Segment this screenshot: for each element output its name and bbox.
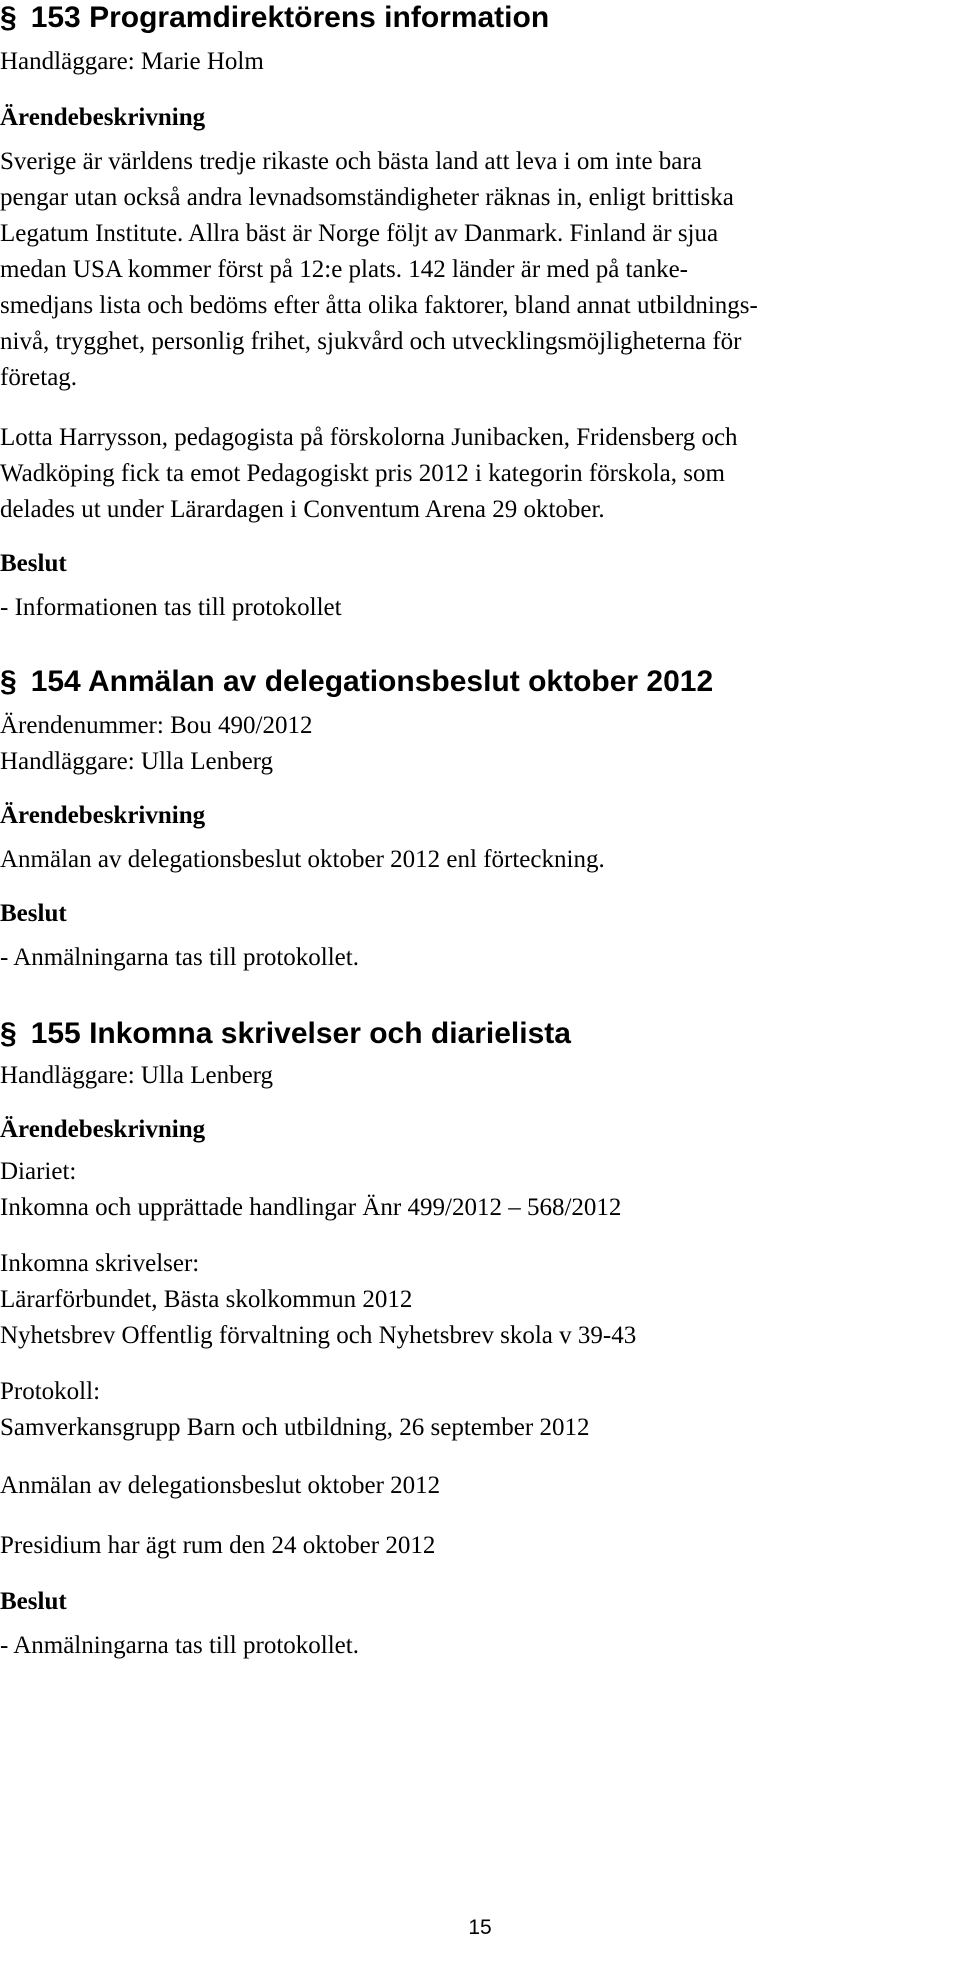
section-symbol: §: [0, 1, 17, 34]
section-155-heading: [0, 1016, 952, 1052]
section-155-title: 155 Inkomna skrivelser och diarielista: [30, 1017, 571, 1050]
s154-arendebeskrivning-text: Anmälan av delegationsbeslut oktober 2012 enl förteckning.: [0, 846, 605, 873]
section-153-title: 153 Programdirektörens information: [30, 1, 550, 34]
paragraph-line: medan USA kommer först på 12:e plats. 142 länder är med på tanke-: [0, 256, 689, 283]
s155-diariet-label: Diariet:: [0, 1158, 77, 1185]
section-153-heading: [0, 0, 952, 36]
s153-paragraph-2: [0, 420, 952, 528]
s155-beslut-label: Beslut: [0, 1588, 67, 1615]
paragraph-line: delades ut under Lärardagen i Conventum Arena 29 oktober.: [0, 496, 605, 523]
paragraph-line: Wadköping fick ta emot Pedagogiskt pris 2012 i kategorin förskola, som: [0, 460, 725, 487]
section-symbol: §: [0, 665, 17, 698]
paragraph-line: Sverige är världens tredje rikaste och bästa land att leva i om inte bara: [0, 148, 702, 175]
s153-arendebeskrivning-label: Ärendebeskrivning: [0, 104, 206, 131]
s155-presidium-text: Presidium har ägt rum den 24 oktober 2012: [0, 1532, 436, 1559]
s155-skrivelser-label: Inkomna skrivelser:: [0, 1250, 200, 1277]
s153-beslut-label: Beslut: [0, 550, 67, 577]
s155-delegation-text: Anmälan av delegationsbeslut oktober 2012: [0, 1472, 441, 1499]
page-number: 15: [468, 1916, 492, 1939]
section-symbol: §: [0, 1017, 17, 1050]
s155-handlaggare: Handläggare: Ulla Lenberg: [0, 1062, 274, 1089]
s154-handlaggare: Handläggare: Ulla Lenberg: [0, 748, 274, 775]
s155-protokoll-label: Protokoll:: [0, 1378, 101, 1405]
paragraph-line: företag.: [0, 364, 78, 391]
s154-arendenummer: Ärendenummer: Bou 490/2012: [0, 712, 313, 739]
section-154-heading: [0, 664, 952, 700]
section-154-title: 154 Anmälan av delegationsbeslut oktober 2012: [30, 665, 714, 698]
paragraph-line: Legatum Institute. Allra bäst är Norge följt av Danmark. Finland är sjua: [0, 220, 719, 247]
s154-beslut-text: - Anmälningarna tas till protokollet.: [0, 944, 359, 971]
s155-skrivelse-item: Nyhetsbrev Offentlig förvaltning och Nyhetsbrev skola v 39-43: [0, 1322, 637, 1349]
s153-paragraph-1: [0, 144, 952, 396]
paragraph-line: smedjans lista och bedöms efter åtta olika faktorer, bland annat utbildnings-: [0, 292, 758, 319]
paragraph-line: Lotta Harrysson, pedagogista på förskolorna Junibacken, Fridensberg och: [0, 424, 738, 451]
s153-handlaggare: Handläggare: Marie Holm: [0, 48, 264, 75]
paragraph-line: nivå, trygghet, personlig frihet, sjukvård och utvecklingsmöjligheterna för: [0, 328, 742, 355]
s154-beslut-label: Beslut: [0, 900, 67, 927]
s153-beslut-text: - Informationen tas till protokollet: [0, 594, 342, 621]
paragraph-line: pengar utan också andra levnadsomständigheter räknas in, enligt brittiska: [0, 184, 734, 211]
s155-skrivelse-item: Lärarförbundet, Bästa skolkommun 2012: [0, 1286, 413, 1313]
s154-arendebeskrivning-label: Ärendebeskrivning: [0, 802, 206, 829]
s155-beslut-text: - Anmälningarna tas till protokollet.: [0, 1632, 359, 1659]
s155-arendebeskrivning-label: Ärendebeskrivning: [0, 1116, 206, 1143]
s155-protokoll-item: Samverkansgrupp Barn och utbildning, 26 september 2012: [0, 1414, 590, 1441]
s155-diariet-text: Inkomna och upprättade handlingar Änr 499/2012 – 568/2012: [0, 1194, 622, 1221]
